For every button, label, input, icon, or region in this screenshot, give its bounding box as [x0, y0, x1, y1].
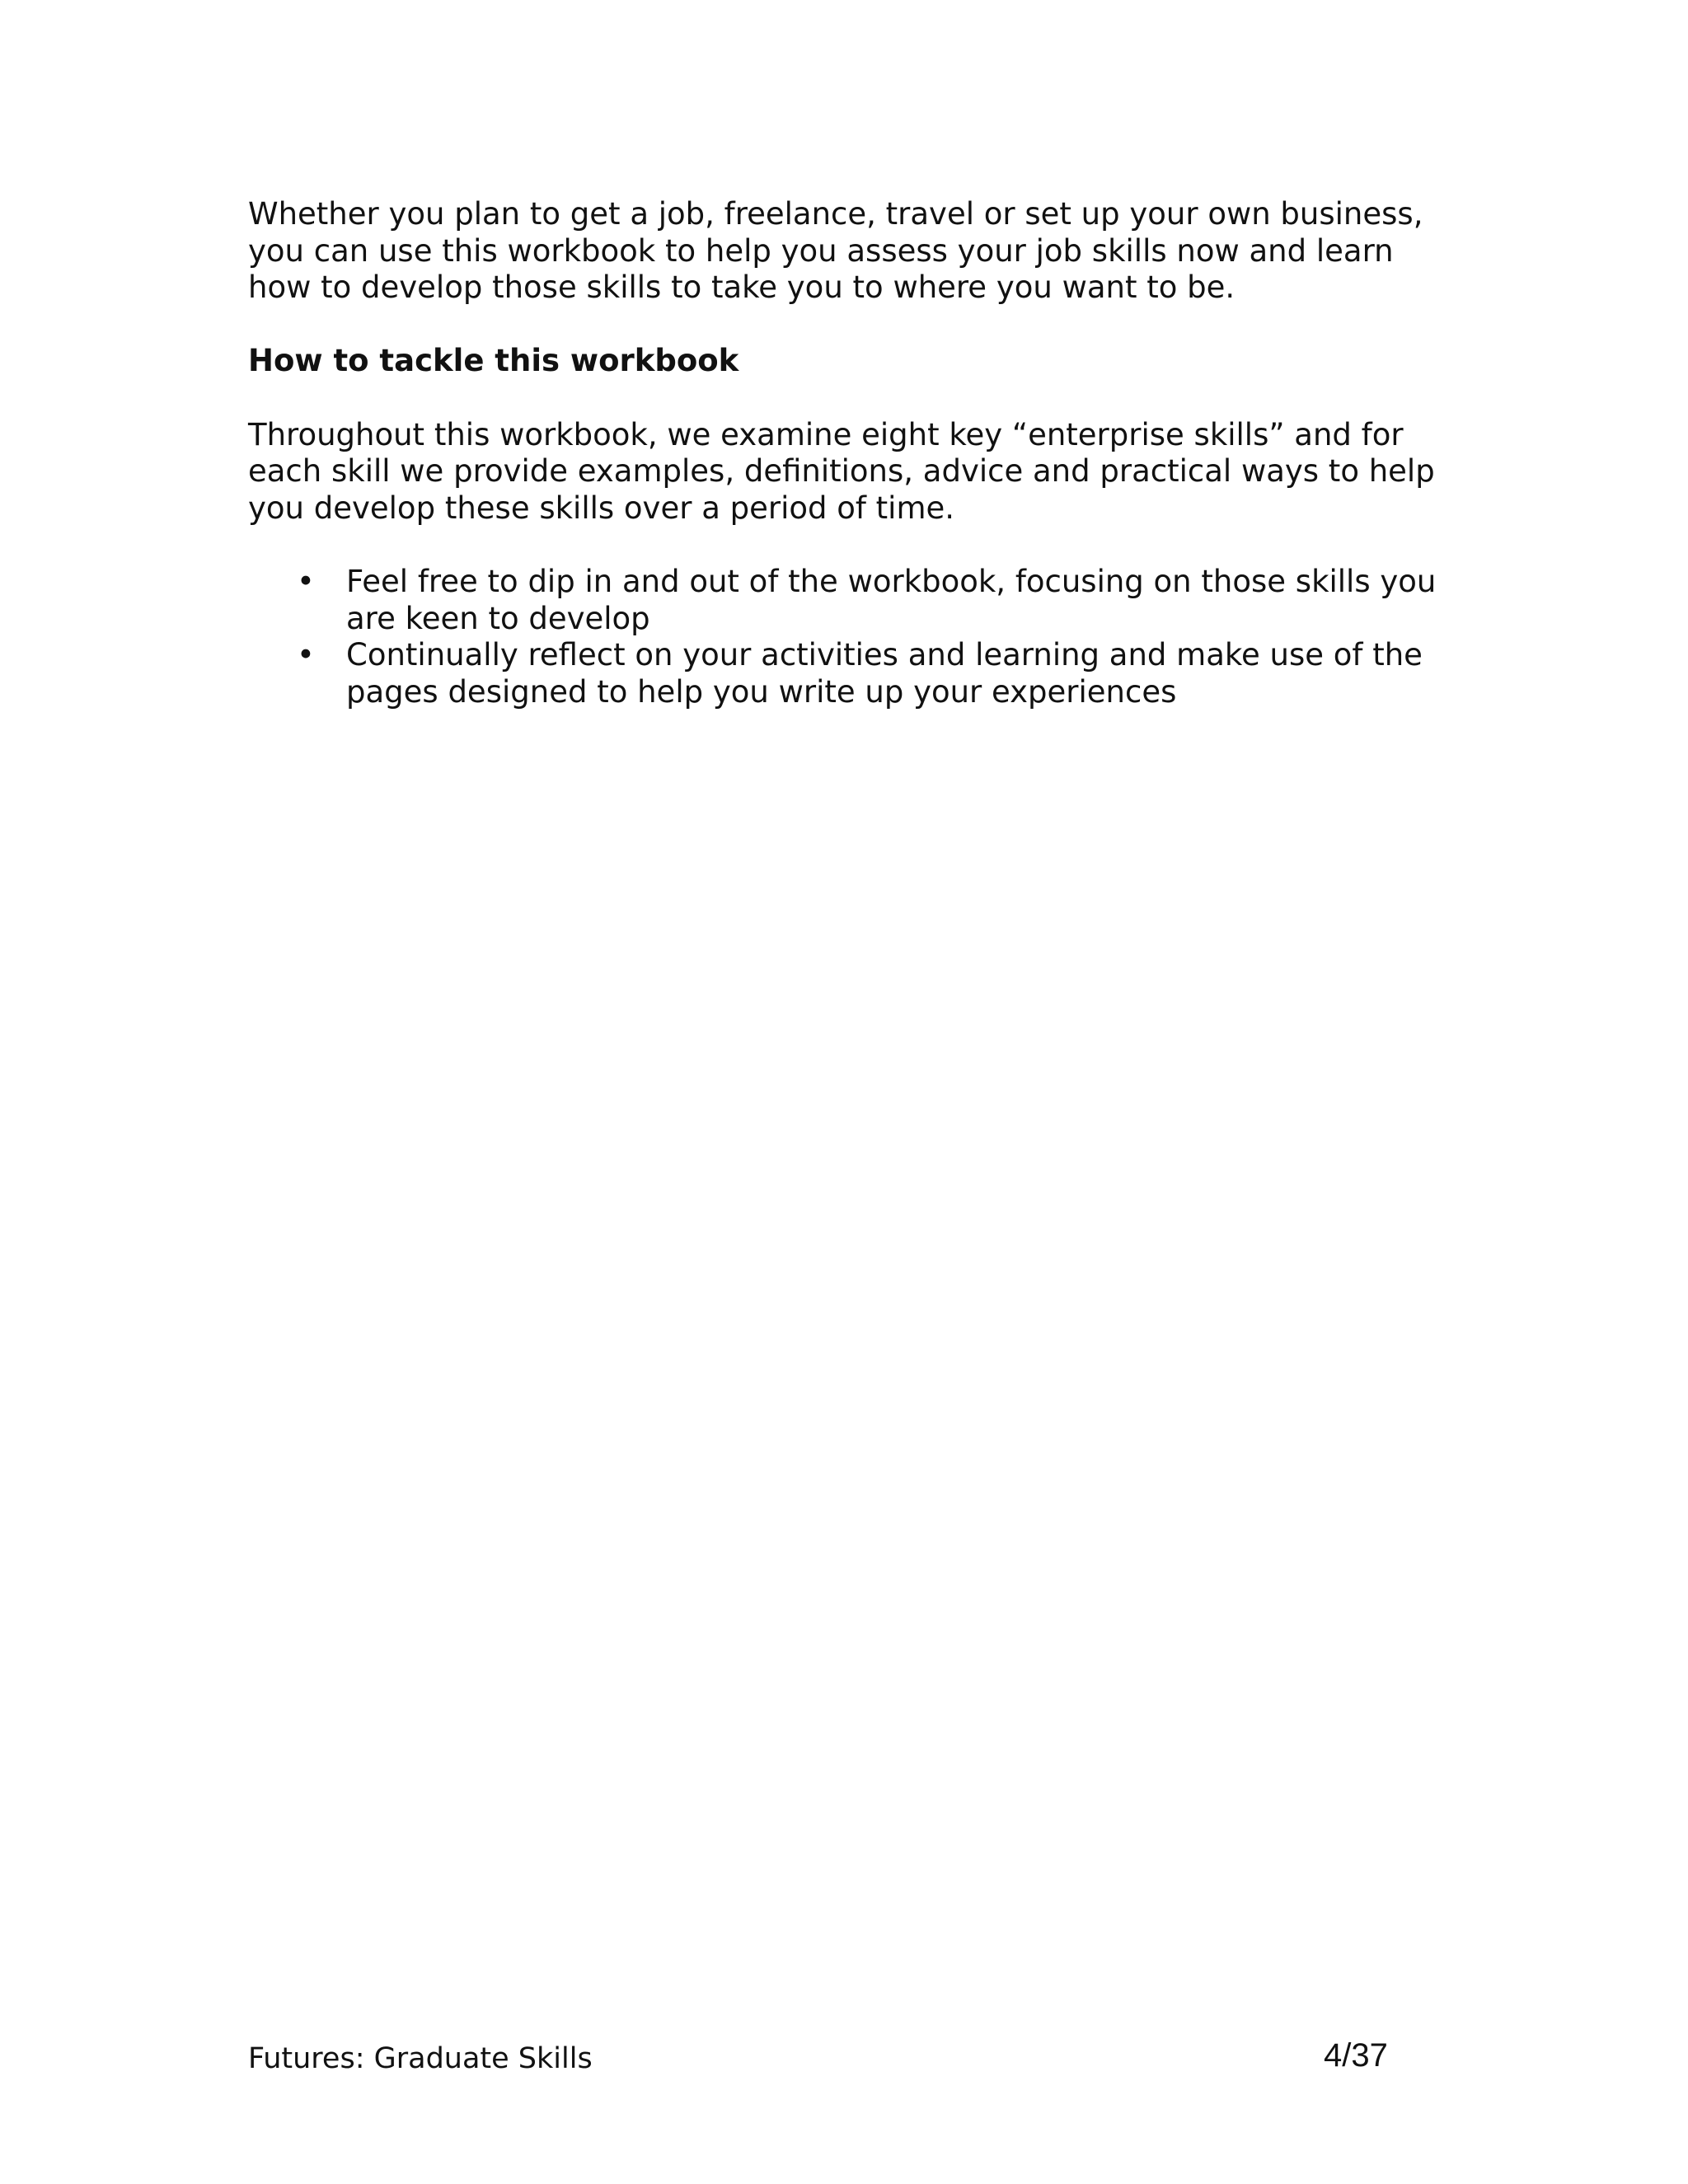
bullet-item — [248, 637, 1451, 710]
intro-paragraph: Whether you plan to get a job, freelance, travel or set up your own business, you can use this workbook to help you assess your job skills now and learn how to develop those skills to take you to where you want to be. — [248, 196, 1423, 306]
bullet-text: Continually reflect on your activities and learning and make use of the pages designed to help you write up your experiences — [346, 637, 1423, 710]
bullet-item — [248, 564, 1451, 637]
bullet-icon: • — [297, 637, 315, 673]
bullet-icon: • — [297, 563, 315, 599]
section-heading: How to tackle this workbook — [248, 343, 739, 379]
bullet-text: Feel free to dip in and out of the workbook, focusing on those skills you are keen to develop — [346, 563, 1437, 636]
page-number: 4/37 — [1324, 2037, 1388, 2074]
footer-title: Futures: Graduate Skills — [248, 2042, 593, 2075]
bullet-list — [248, 564, 1451, 710]
page-content — [248, 196, 1451, 710]
body-paragraph: Throughout this workbook, we examine eight key “enterprise skills” and for each skill we provide examples, definitions, advice and practical ways to help you develop these skills over a period of time. — [248, 416, 1435, 526]
